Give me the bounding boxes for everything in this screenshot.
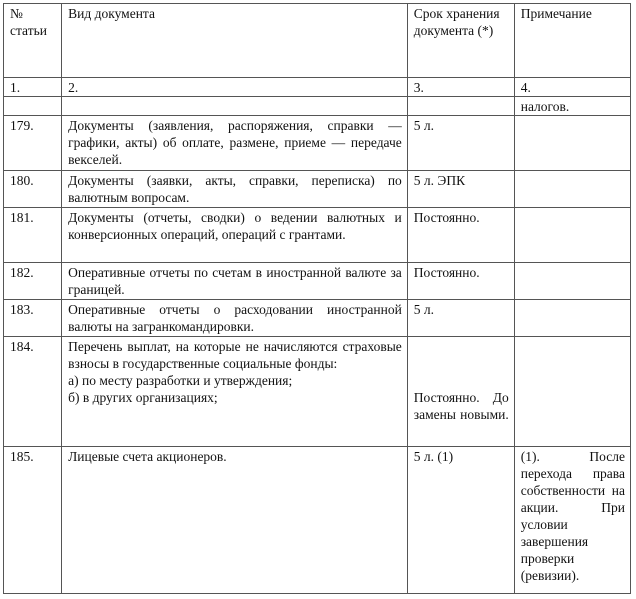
row-type: Документы (отчеты, сводки) о ведении валютных и конверсионных операций, операций с грантами. [62,208,408,263]
row-type: Документы (заявки, акты, справки, переписка) по валютным вопросам. [62,171,408,208]
header-note: Примечание [514,4,630,78]
colnum-num: 1. [4,78,62,97]
colnum-term: 3. [407,78,514,97]
row-term: 5 л. [407,116,514,171]
row-type-intro: Перечень выплат, на которые не начисляются страховые взносы в государственные социальные фонды: [68,339,402,371]
document-table [3,3,631,594]
row-term: Постоянно. [407,208,514,263]
row-num: 180. [4,171,62,208]
row-type: Оперативные отчеты о расходовании иностранной валюты на загранкомандировки. [62,300,408,337]
table-row [4,208,631,263]
row-num: 184. [4,337,62,447]
table-row [4,263,631,300]
row-note [514,263,630,300]
row-term [407,337,514,447]
header-term: Срок хранения документа (*) [407,4,514,78]
row-type: Оперативные отчеты по счетам в иностранной валюте за границей. [62,263,408,300]
row-term: 5 л. (1) [407,447,514,594]
row-type: Лицевые счета акционеров. [62,447,408,594]
row-num: 183. [4,300,62,337]
row-term-sub-b: Постоянно. До замены новыми. [413,390,509,422]
row-term: 5 л. ЭПК [407,171,514,208]
row-term: 5 л. [407,300,514,337]
row-note [514,208,630,263]
continuation-note: налогов. [514,97,630,116]
header-row [4,4,631,78]
table-row [4,300,631,337]
header-type: Вид документа [62,4,408,78]
table-row [4,447,631,594]
table-row [4,171,631,208]
row-term: Постоянно. [407,263,514,300]
row-note [514,337,630,447]
header-num: № статьи [4,4,62,78]
row-num: 182. [4,263,62,300]
row-note: (1). После перехода права собственности на акции. При условии завершения проверки (ревизии). [514,447,630,594]
column-numbers-row [4,78,631,97]
colnum-note: 4. [514,78,630,97]
row-type-sub-b: б) в других организациях; [68,390,218,405]
row-type: Документы (заявления, распоряжения, справки — графики, акты) об оплате, размене, приеме — передаче векселей. [62,116,408,171]
row-num: 185. [4,447,62,594]
row-type [62,337,408,447]
table-row [4,116,631,171]
row-note [514,300,630,337]
colnum-type: 2. [62,78,408,97]
row-type-sub-a: а) по месту разработки и утверждения; [68,373,293,388]
table-row [4,337,631,447]
row-note [514,171,630,208]
continuation-row [4,97,631,116]
row-num: 179. [4,116,62,171]
row-num: 181. [4,208,62,263]
row-note [514,116,630,171]
